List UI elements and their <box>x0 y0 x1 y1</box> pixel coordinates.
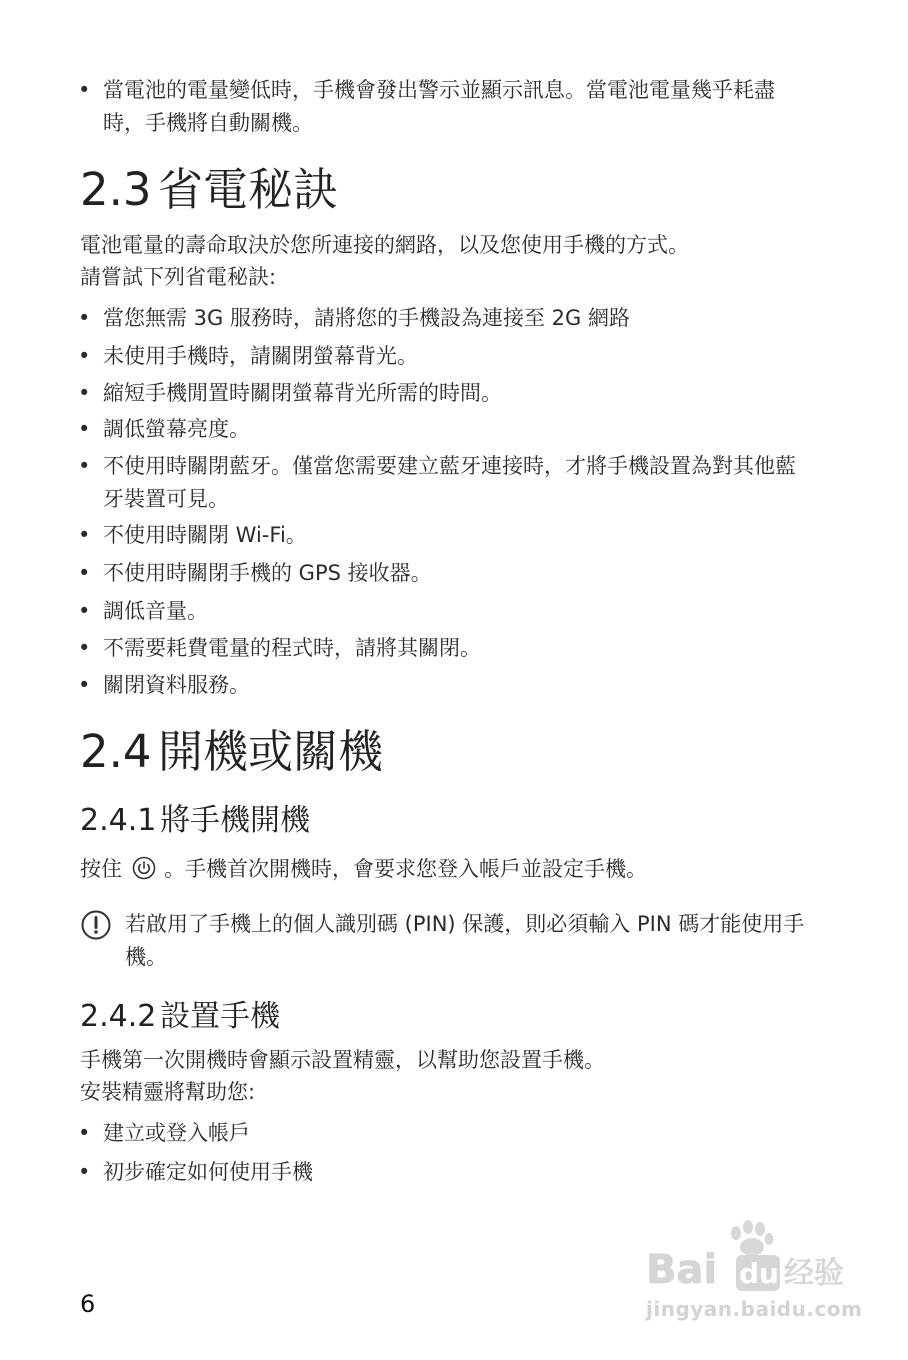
bullet-dot: • <box>78 636 91 660</box>
press-prefix: 按住 <box>80 857 122 881</box>
bullet-dot: • <box>78 673 91 697</box>
bullet-dot: • <box>78 523 91 547</box>
bullet-dot: • <box>78 561 91 585</box>
tip-text: 不需要耗費電量的程式時，請將其關閉。 <box>103 636 481 660</box>
setup-item-text: 建立或登入帳戶 <box>103 1121 250 1145</box>
subsection-title: 設置手機 <box>160 999 280 1034</box>
subsection-title: 將手機開機 <box>160 803 310 838</box>
wm-bai: Bai <box>646 1247 718 1293</box>
subsection-2-4-2-heading <box>80 997 280 1037</box>
bullet-dot: • <box>78 1160 91 1184</box>
wm-du: du <box>739 1257 779 1290</box>
section-number: 2.4 <box>80 725 152 778</box>
wm-cn: 经验 <box>784 1256 844 1291</box>
press-suffix: 。手機首次開機時，會要求您登入帳戶並設定手機。 <box>164 857 647 881</box>
bullet-dot: • <box>78 344 91 368</box>
page-number: 6 <box>80 1290 96 1318</box>
pin-note <box>125 908 825 974</box>
subsection-number: 2.4.2 <box>80 999 157 1034</box>
pin-note-line2: 機。 <box>125 945 167 969</box>
subsection-2-4-1-heading <box>80 801 310 841</box>
bullet-dot: • <box>78 599 91 623</box>
bullet-dot: • <box>78 454 91 478</box>
tip-text: 調低音量。 <box>103 599 208 623</box>
setup-item-text: 初步確定如何使用手機 <box>103 1160 313 1184</box>
tip-text: 縮短手機閒置時關閉螢幕背光所需的時間。 <box>103 381 502 405</box>
section-title: 開機或關機 <box>158 725 384 778</box>
power-on-instruction <box>80 853 647 886</box>
tip-text-line2: 牙裝置可見。 <box>103 487 229 511</box>
power-button-icon <box>132 856 156 880</box>
subsection-2-4-2-para2: 安裝精靈將幫助您: <box>80 1080 256 1104</box>
watermark-url: jingyan.baidu.com <box>646 1297 863 1321</box>
tip-text: 未使用手機時，請關閉螢幕背光。 <box>103 344 418 368</box>
intro-bullet-text <box>103 74 838 140</box>
tip-text-line1: 不使用時關閉藍牙。僅當您需要建立藍牙連接時，才將手機設置為對其他藍 <box>103 454 796 478</box>
baidu-watermark-logo <box>640 1215 860 1295</box>
section-number: 2.3 <box>80 163 152 216</box>
section-2-3-para1: 電池電量的壽命取決於您所連接的網路，以及您使用手機的方式。 <box>80 233 689 257</box>
exclamation-circle-icon <box>80 909 112 941</box>
intro-bullet-line2: 時，手機將自動關機。 <box>103 111 313 135</box>
subsection-number: 2.4.1 <box>80 803 157 838</box>
bullet-dot: • <box>78 381 91 405</box>
section-2-3-para2: 請嘗試下列省電秘訣: <box>80 265 277 289</box>
bullet-dot: • <box>78 306 91 330</box>
subsection-2-4-2-para1: 手機第一次開機時會顯示設置精靈，以幫助您設置手機。 <box>80 1048 605 1072</box>
pin-note-line1: 若啟用了手機上的個人識別碼 (PIN) 保護，則必須輸入 PIN 碼才能使用手 <box>125 912 805 936</box>
bullet-dot: • <box>78 1121 91 1145</box>
bullet-dot: • <box>78 417 91 441</box>
tip-text: 調低螢幕亮度。 <box>103 417 250 441</box>
tip-text <box>103 450 838 516</box>
tip-text: 當您無需 3G 服務時，請將您的手機設為連接至 2G 網路 <box>103 306 630 330</box>
bullet-dot: • <box>78 78 91 102</box>
section-title: 省電秘訣 <box>158 163 339 216</box>
section-2-3-heading <box>80 162 338 218</box>
section-2-4-heading <box>80 724 383 780</box>
intro-bullet-line1: 當電池的電量變低時，手機會發出警示並顯示訊息。當電池電量幾乎耗盡 <box>103 78 775 102</box>
tip-text: 關閉資料服務。 <box>103 673 250 697</box>
tip-text: 不使用時關閉手機的 GPS 接收器。 <box>103 561 432 585</box>
tip-text: 不使用時關閉 Wi-Fi。 <box>103 523 307 547</box>
